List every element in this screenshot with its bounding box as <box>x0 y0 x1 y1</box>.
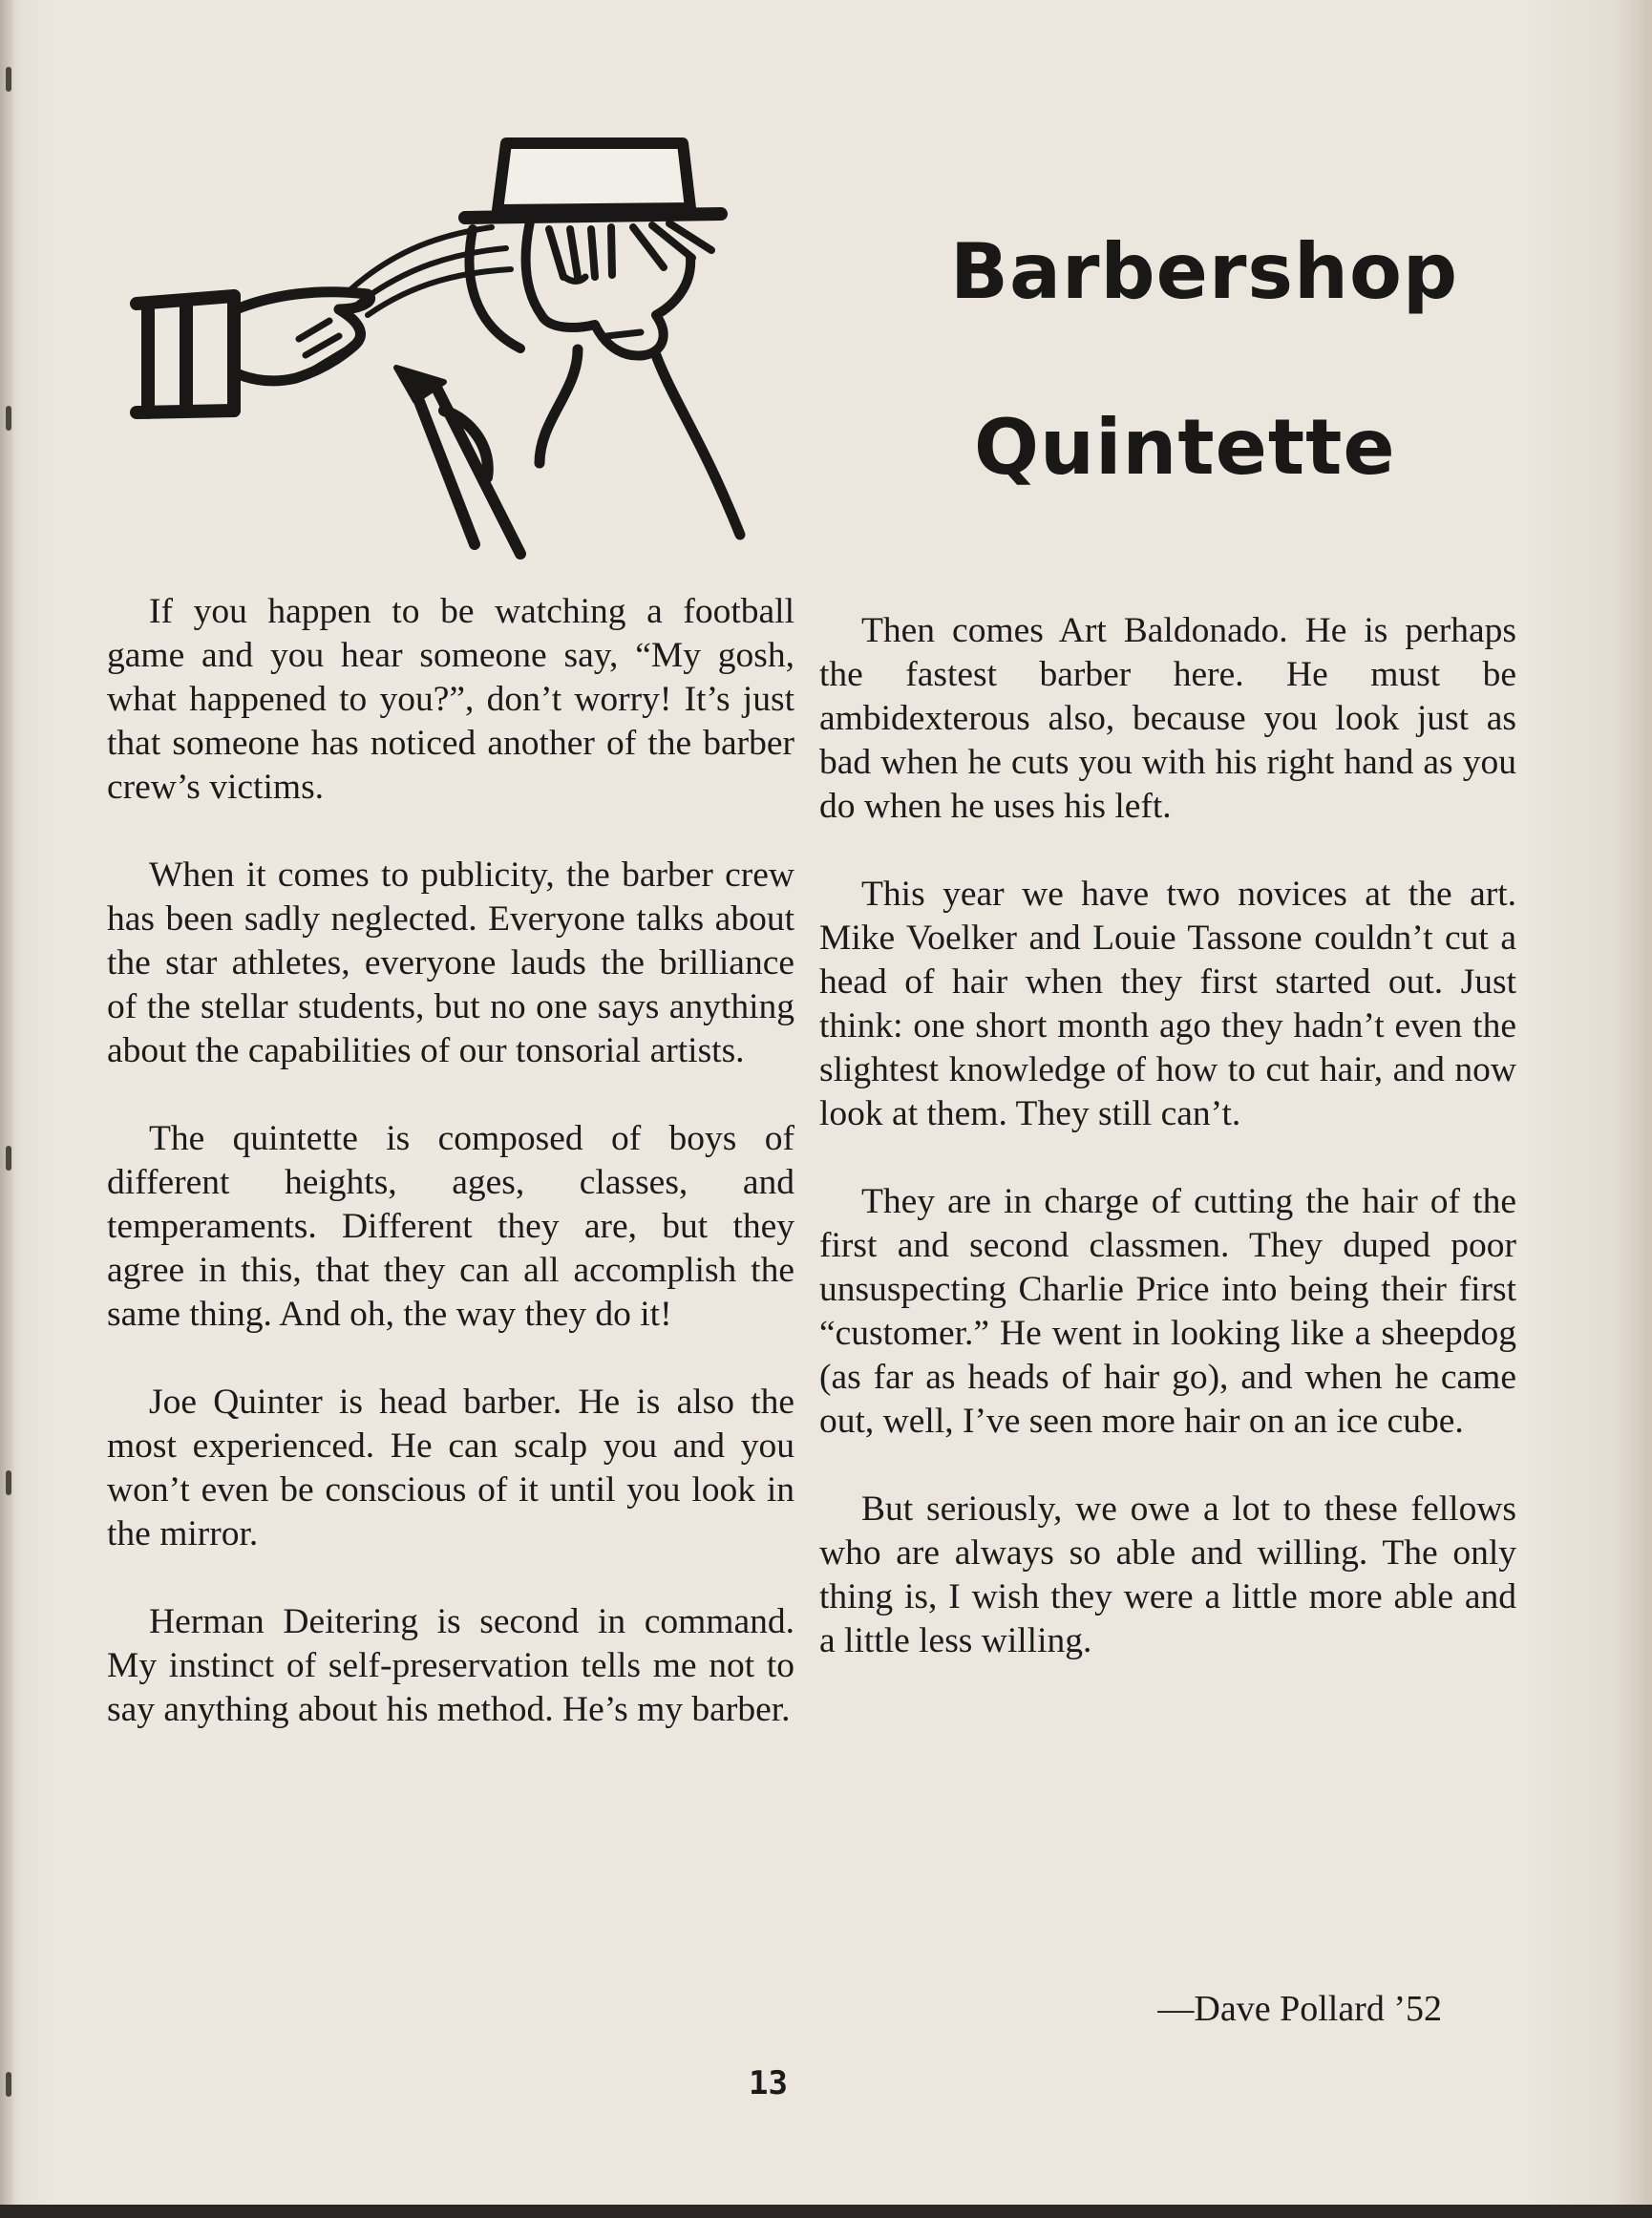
binding-stitch <box>6 2072 11 2097</box>
left-text-column <box>107 590 794 1732</box>
paragraph: If you happen to be watching a football game and you hear someone say, “My gosh, what happened to you?”, don’t worry! It’s just that someone has noticed another of the barber crew’s victims. <box>107 592 794 807</box>
mouth <box>606 332 641 336</box>
article-title-line-2: Quintette <box>974 403 1396 492</box>
paragraph: The quintette is composed of boys of different heights, ages, classes, and temperaments. Different they are, but they agree in this, that they can all accomplish the same thing. And oh, the way they do it! <box>107 1119 794 1334</box>
author-signature: —Dave Pollard ’52 <box>1157 1989 1442 2029</box>
binding-stitch <box>6 1470 11 1495</box>
page-binding-edge <box>0 0 13 2218</box>
paragraph: When it comes to publicity, the barber crew has been sadly neglected. Everyone talks about the star athletes, everyone lauds the brilliance of the stellar students, but no one says anything about the capabilities of our tonsorial artists. <box>107 856 794 1070</box>
hat-crown <box>498 143 690 210</box>
scissor-blades <box>415 384 520 554</box>
paragraph: They are in charge of cutting the hair of the first and second classmen. They duped poor unsuspecting Charlie Price into being their first “customer.” He went in looking like a sheepdog (as far as heads of hair go), and when he came out, well, I’ve seen more hair on an ice cube. <box>819 1182 1516 1441</box>
binding-stitch <box>6 67 11 92</box>
paragraph: Joe Quinter is head barber. He is also the most experienced. He can scalp you and you won’t even be conscious of it until you look in the mirror. <box>107 1383 794 1553</box>
sleeve-cuff <box>137 296 234 412</box>
hat-brim <box>465 214 721 218</box>
article-title-line-1: Barbershop <box>950 227 1459 316</box>
page-number: 13 <box>749 2064 788 2102</box>
paragraph: Herman Deitering is second in command. My instinct of self-preservation tells me not to say anything about his method. He’s my barber. <box>107 1602 794 1729</box>
right-text-column <box>819 609 1516 1663</box>
barber-cartoon-illustration <box>129 134 759 563</box>
paragraph: This year we have two novices at the art. Mike Voelker and Louie Tassone couldn’t cut a head of hair when they first started out. Just think: one short month ago they hadn’t even the slightest knowledge of how to cut hair, and now look at them. They still can’t. <box>819 875 1516 1133</box>
page-bottom-shadow <box>0 2205 1652 2218</box>
paragraph: But seriously, we owe a lot to these fellows who are always so able and willing. The only thing is, I wish they were a little more able and a little less willing. <box>819 1489 1516 1660</box>
neck-and-shoulders <box>540 349 740 535</box>
paragraph: Then comes Art Baldonado. He is perhaps the fastest barber here. He must be ambidexterous also, because you look just as bad when he cuts you with his right hand as you do when he uses his left. <box>819 611 1516 826</box>
binding-stitch <box>6 406 11 431</box>
binding-stitch <box>6 1146 11 1171</box>
